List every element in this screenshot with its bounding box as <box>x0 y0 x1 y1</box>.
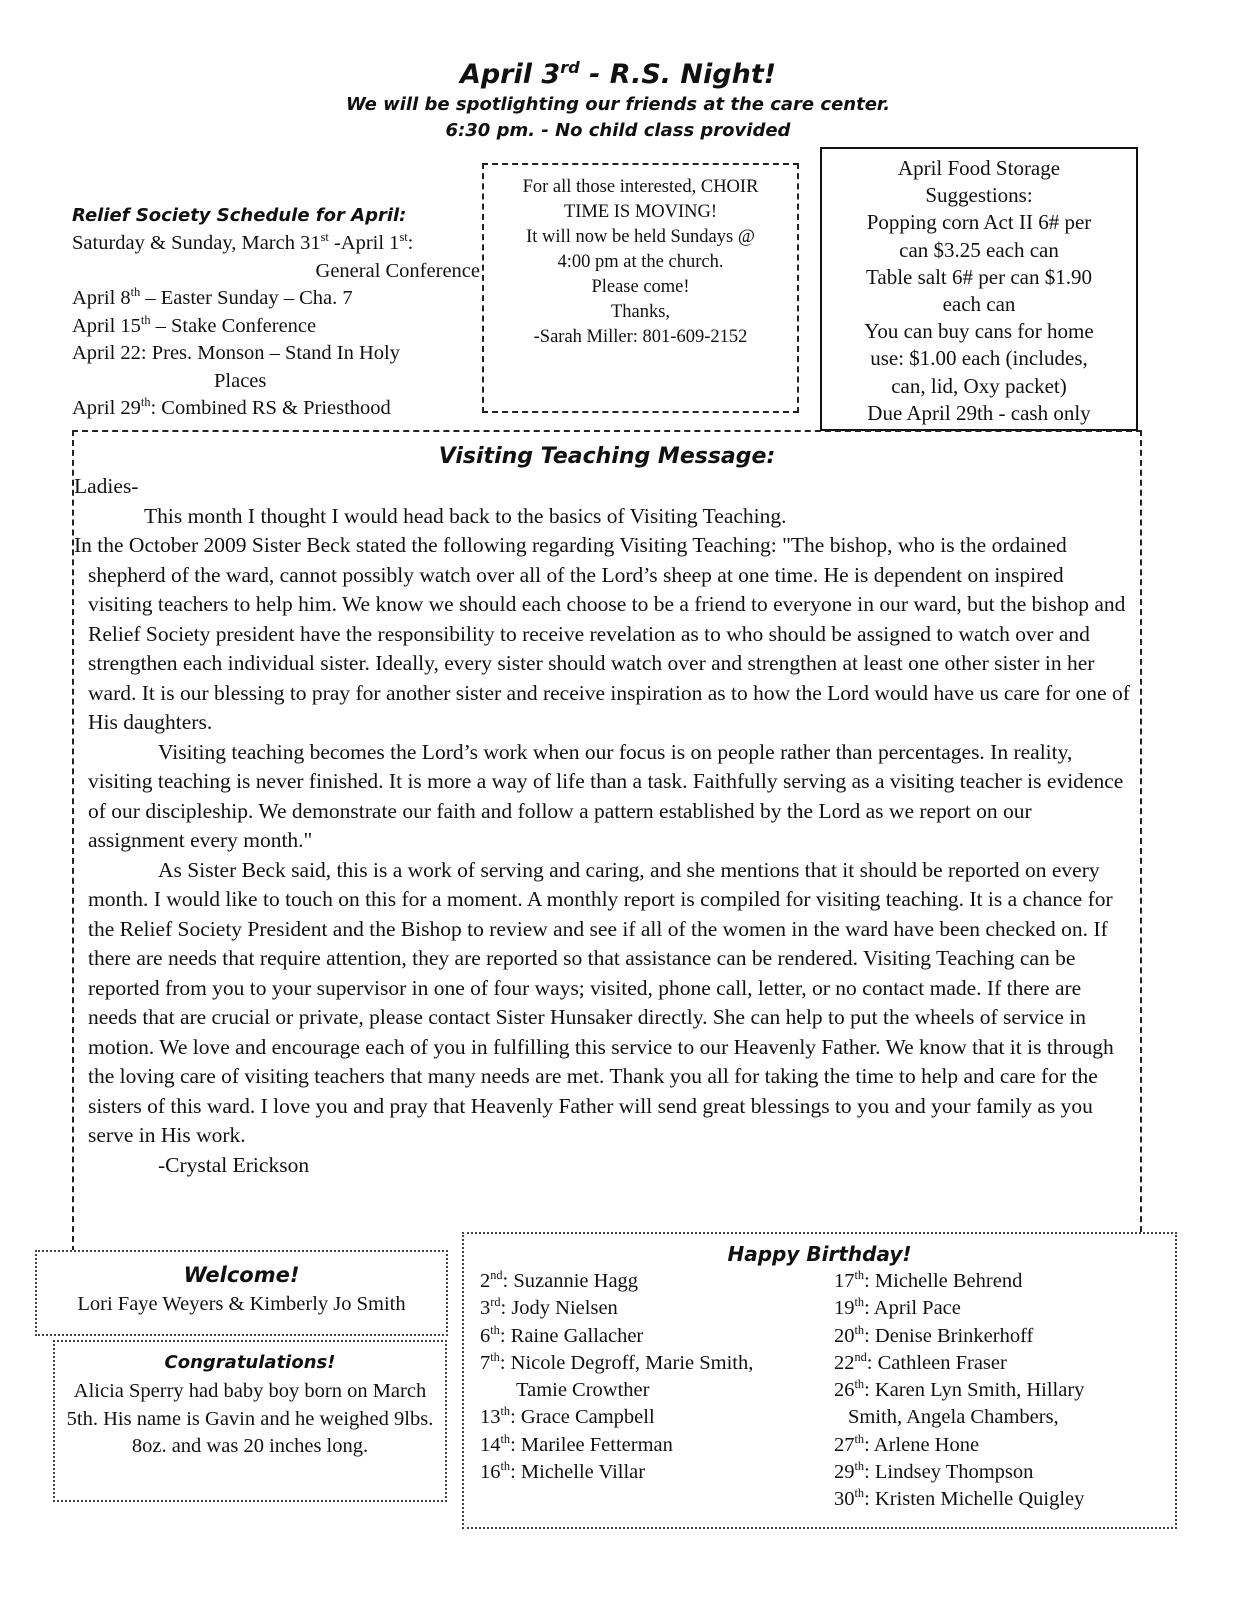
birthday-box <box>462 1232 1177 1529</box>
visiting-teaching-section <box>72 430 1142 1252</box>
rs-night-time: 6:30 pm. - No child class provided <box>445 120 791 141</box>
vt-body <box>74 472 1140 1180</box>
choir-line: Please come! <box>591 277 690 297</box>
choir-line: 4:00 pm at the church. <box>557 252 724 272</box>
birthday-entry: 16th: Michelle Villar <box>480 1459 646 1484</box>
birthday-entry-continued: Smith, Angela Chambers, <box>848 1406 1059 1429</box>
schedule-line: April 29th: Combined RS & Priesthood <box>72 395 391 419</box>
food-line: Table salt 6# per can $1.90 <box>866 264 1092 289</box>
birthday-entry: 27th: Arlene Hone <box>834 1431 980 1456</box>
food-storage-box <box>820 147 1138 431</box>
choir-notice <box>482 163 799 413</box>
food-line: use: $1.00 each (includes, <box>870 346 1088 371</box>
vt-title: Visiting Teaching Message: <box>438 444 776 469</box>
food-line: April Food Storage <box>897 156 1061 180</box>
food-line: You can buy cans for home <box>864 319 1094 344</box>
vt-paragraph: Visiting teaching becomes the Lord’s work when our focus is on people rather than percentages. In reality, visiting teaching is never finished. It is more a way of life than a task. Faithfully serving as a visiting teacher is evidence of our discipleship. We demonstrate our faith and follow a pattern established by the Lord as we report on our assignment every month." <box>88 739 1124 852</box>
birthday-entry: 19th: April Pace <box>834 1295 961 1320</box>
birthday-entry: 26th: Karen Lyn Smith, Hillary <box>834 1377 1085 1402</box>
choir-line: Thanks, <box>610 302 671 322</box>
birthday-entry: 7th: Nicole Degroff, Marie Smith, <box>480 1350 754 1374</box>
schedule-line: Places <box>214 369 267 392</box>
choir-line: For all those interested, CHOIR <box>522 177 759 197</box>
birthday-entry: 17th: Michelle Behrend <box>834 1268 1023 1292</box>
birthday-column-left <box>480 1268 820 1486</box>
rs-schedule <box>72 202 480 423</box>
birthday-entry-continued: Tamie Crowther <box>516 1379 650 1402</box>
rs-night-header <box>0 58 1236 144</box>
rs-night-title: April 3rd - R.S. Night! <box>459 58 777 90</box>
choir-line: It will now be held Sundays @ <box>526 227 755 247</box>
choir-line: -Sarah Miller: 801-609-2152 <box>533 327 748 347</box>
food-line: can, lid, Oxy packet) <box>891 373 1067 398</box>
welcome-box <box>35 1250 448 1336</box>
birthday-entry: 22nd: Cathleen Fraser <box>834 1350 1007 1374</box>
vt-paragraph: As Sister Beck said, this is a work of serving and caring, and she mentions that it should be reported on every month. I would like to touch on this for a moment. A monthly report is compiled for visiting teaching. It is a chance for the Relief Society President and the Bishop to review and see if all of the women in the ward have been checked on. If there are needs that require attention, they are reported so that assistance can be rendered. Visiting Teaching can be reported from you to your supervisor in one of four ways; visited, phone call, letter, or no contact made. If there are needs that are crucial or private, please contact Sister Hunsaker directly. She can help to put the wheels of service in motion. We love and encourage each of you in fulfilling this service to our Heavenly Father. We know that it is through the loving care of visiting teachers that many needs are met. Thank you all for taking the time to help and care for the sisters of this ward. I love you and pray that Heavenly Father will send great blessings to you and your family as you serve in His work. <box>88 857 1114 1147</box>
congratulations-box <box>53 1340 447 1502</box>
vt-signature: -Crystal Erickson <box>158 1152 310 1177</box>
birthday-entry: 6th: Raine Gallacher <box>480 1322 644 1347</box>
birthday-entry: 2nd: Suzannie Hagg <box>480 1268 639 1292</box>
vt-paragraph: This month I thought I would head back to the basics of Visiting Teaching. <box>144 503 787 528</box>
vt-greeting: Ladies- <box>74 474 139 498</box>
rs-night-subtitle: We will be spotlighting our friends at the care center. <box>345 94 891 115</box>
birthday-column-right <box>834 1268 1174 1514</box>
welcome-names: Lori Faye Weyers & Kimberly Jo Smith <box>77 1293 406 1315</box>
congrats-text: Alicia Sperry had baby boy born on March 5th. His name is Gavin and he weighed 9lbs. 8oz. and was 20 inches long. <box>66 1380 434 1457</box>
birthday-entry: 29th: Lindsey Thompson <box>834 1459 1034 1484</box>
birthday-entry: 20th: Denise Brinkerhoff <box>834 1322 1034 1347</box>
birthday-entry: 3rd: Jody Nielsen <box>480 1295 618 1320</box>
schedule-heading: Relief Society Schedule for April: <box>72 205 407 226</box>
schedule-line: April 15th – Stake Conference <box>72 312 317 337</box>
food-line: can $3.25 each can <box>899 237 1059 262</box>
choir-line: TIME IS MOVING! <box>563 202 718 222</box>
vt-paragraph: In the October 2009 Sister Beck stated the following regarding Visiting Teaching: "The bishop, who is the ordained shepherd of the ward, cannot possibly watch over all of the Lord’s sheep at one time. He is dependent on inspired visiting teachers to help him. We know we should each choose to be a friend to everyone in our ward, but the bishop and Relief Society president have the responsibility to receive revelation as to who should be assigned to watch over and strengthen each individual sister. Ideally, every sister should watch over and strengthen at least one other sister in her ward. It is our blessing to pray for another sister and receive inspiration as to how the Lord would have us care for one of His daughters. <box>74 533 1130 734</box>
food-line: Due April 29th - cash only <box>867 400 1091 425</box>
food-line: Suggestions: <box>925 183 1033 208</box>
schedule-line: April 22: Pres. Monson – Stand In Holy <box>72 342 400 364</box>
schedule-line: April 8th – Easter Sunday – Cha. 7 <box>72 285 353 309</box>
congrats-heading: Congratulations! <box>164 1352 336 1373</box>
birthday-entry: 30th: Kristen Michelle Quigley <box>834 1486 1085 1511</box>
birthday-entry: 13th: Grace Campbell <box>480 1404 655 1429</box>
welcome-heading: Welcome! <box>183 1263 300 1287</box>
birthday-heading: Happy Birthday! <box>727 1242 912 1266</box>
schedule-line: General Conference <box>315 259 480 282</box>
food-line: Popping corn Act II 6# per <box>866 210 1092 235</box>
schedule-line: Saturday & Sunday, March 31st -April 1st: <box>72 230 414 254</box>
food-line: each can <box>942 292 1016 317</box>
birthday-entry: 14th: Marilee Fetterman <box>480 1431 673 1456</box>
